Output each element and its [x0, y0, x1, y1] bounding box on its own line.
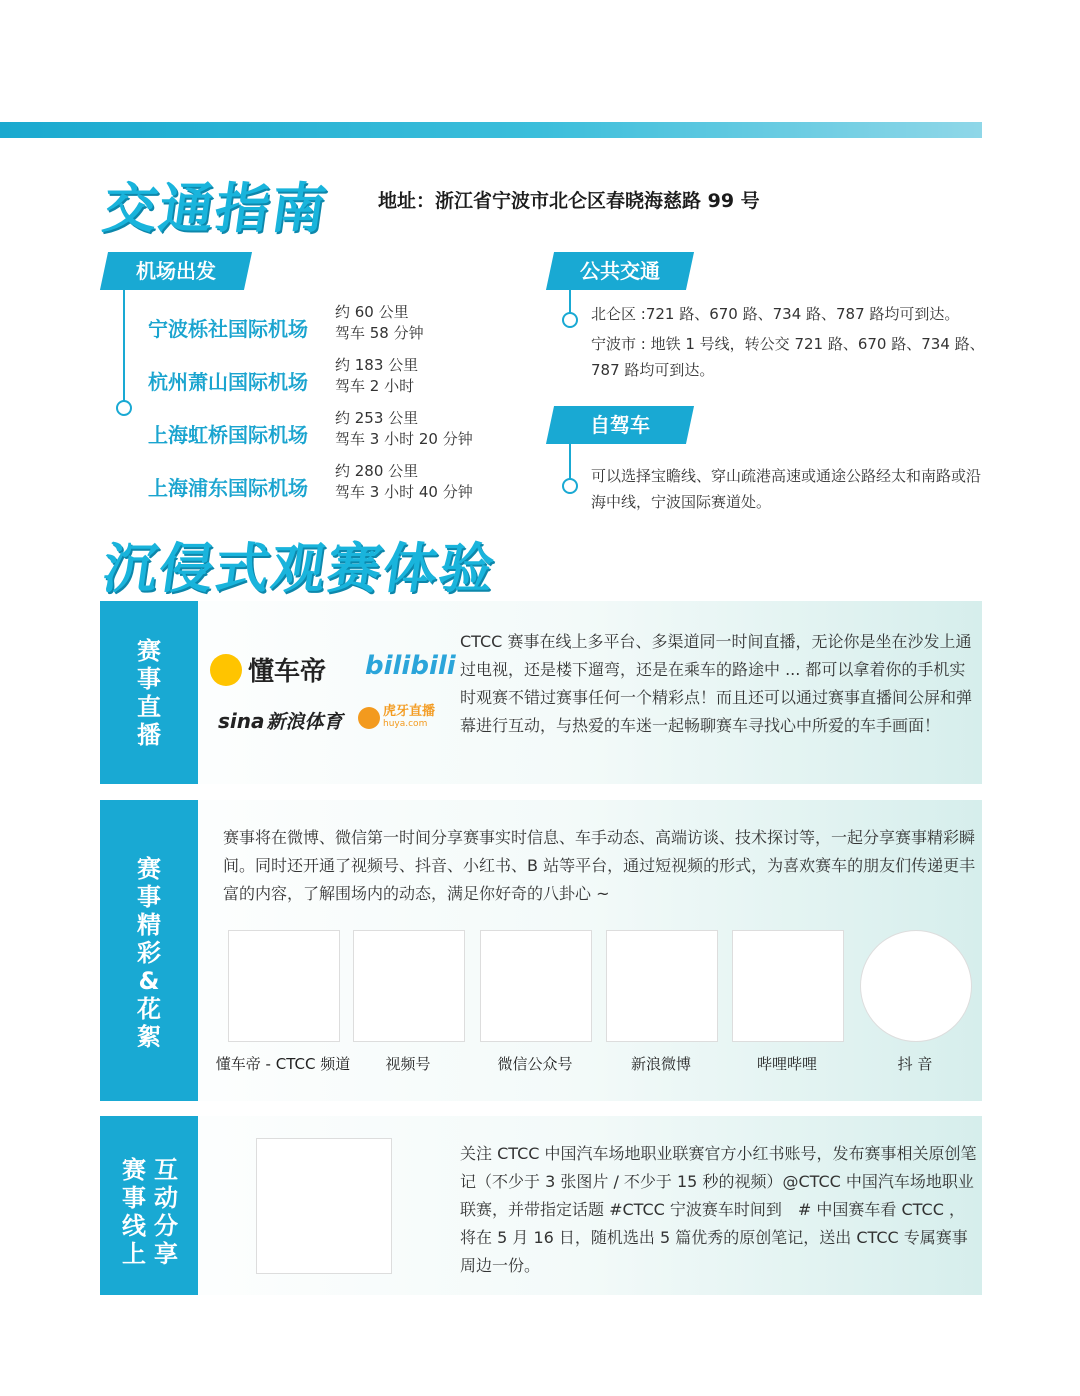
highlights-panel — [100, 800, 982, 1101]
airport-drive: 驾车 58 分钟 — [335, 324, 424, 342]
qr-code[interactable] — [732, 930, 844, 1042]
qr-label: 微信公众号 — [497, 1055, 573, 1073]
airport-tag: 机场出发 — [100, 252, 252, 290]
interact-panel — [100, 1116, 982, 1295]
sina-sports-text: 新浪体育 — [266, 711, 343, 733]
public-transport-tag: 公共交通 — [546, 252, 694, 290]
airport-info — [335, 302, 424, 344]
huya-sub-text: huya.com — [383, 719, 428, 729]
airport-name: 上海虹桥国际机场 — [148, 423, 308, 447]
venue-address: 地址：浙江省宁波市北仑区春晓海慈路 99 号 — [378, 190, 760, 212]
airport-info — [335, 408, 473, 450]
self-drive-tag: 自驾车 — [546, 406, 694, 444]
dongchedi-icon — [210, 654, 242, 686]
live-side-title: 赛事直播 — [137, 637, 161, 749]
qr-label: 懂车帝 - CTCC 频道 — [215, 1055, 351, 1073]
airport-drive: 驾车 3 小时 20 分钟 — [335, 430, 473, 448]
sina-brand-text: sina — [218, 708, 265, 733]
qr-code[interactable] — [606, 930, 718, 1042]
qr-code[interactable] — [228, 930, 340, 1042]
timeline-dot — [562, 478, 578, 494]
bilibili-logo: bilibili — [365, 651, 456, 681]
interact-side-title-right: 互动分享 — [154, 1156, 178, 1268]
public-line-beilun: 北仑区 :721 路、670 路、734 路、787 路均可到达。 — [591, 305, 960, 323]
live-text: CTCC 赛事在线上多平台、多渠道同一时间直播，无论你是坐在沙发上通过电视，还是楼下遛弯，还是在乘车的路途中 ... 都可以拿着你的手机实时观赛不错过赛事任何一个精彩点！而且还可以通过赛事直播间公屏和弹幕进行互动，与热爱的车迷一起畅聊赛车寻找心中所爱的车手画面！ — [460, 632, 973, 735]
sina-sports-logo — [218, 707, 343, 734]
airport-drive: 驾车 2 小时 — [335, 377, 415, 395]
top-accent-bar — [0, 122, 982, 138]
immersive-title: 沉侵式观赛体验 — [99, 537, 500, 600]
drive-timeline — [569, 444, 571, 480]
timeline-dot — [116, 400, 132, 416]
dongchedi-logo — [210, 651, 326, 688]
live-side-band — [100, 601, 198, 784]
self-drive-text: 可以选择宝瞻线、穿山疏港高速或通途公路经太和南路或沿海中线，宁波国际赛道处。 — [591, 467, 982, 511]
airport-distance: 约 253 公里 — [335, 409, 419, 427]
traffic-title: 交通指南 — [99, 177, 332, 240]
airport-name: 杭州萧山国际机场 — [148, 370, 308, 394]
airport-name: 上海浦东国际机场 — [148, 476, 308, 500]
huya-logo — [358, 705, 435, 731]
xiaohongshu-qr-code[interactable] — [256, 1138, 392, 1274]
airport-distance: 约 183 公里 — [335, 356, 419, 374]
public-line-ningbo: 宁波市 : 地铁 1 号线，转公交 721 路、670 路、734 路、787 路均可到达。 — [591, 335, 985, 379]
airport-timeline — [123, 290, 125, 405]
timeline-dot — [562, 312, 578, 328]
live-panel — [100, 601, 982, 784]
huya-logo-text: 虎牙直播 — [383, 704, 436, 719]
huya-icon — [358, 707, 380, 729]
interact-side-band — [100, 1116, 198, 1295]
interact-side-title-left: 赛事线上 — [122, 1156, 146, 1268]
qr-label: 抖 音 — [897, 1055, 933, 1073]
qr-label: 视频号 — [385, 1055, 431, 1073]
airport-name: 宁波栎社国际机场 — [148, 317, 308, 341]
qr-code[interactable] — [353, 930, 465, 1042]
dongchedi-logo-text: 懂车帝 — [248, 657, 327, 687]
airport-info — [335, 461, 473, 503]
qr-label: 新浪微博 — [630, 1055, 691, 1073]
airport-info — [335, 355, 418, 397]
qr-code[interactable] — [480, 930, 592, 1042]
qr-label: 哔哩哔哩 — [756, 1055, 817, 1073]
highlights-side-title: 赛事精彩&花絮 — [137, 855, 161, 1051]
highlights-side-band — [100, 800, 198, 1101]
interact-text: 关注 CTCC 中国汽车场地职业联赛官方小红书账号，发布赛事相关原创笔记（不少于 3 张图片 / 不少于 15 秒的视频）@CTCC 中国汽车场地职业联赛，并带指定话题 #CTCC 宁波赛车时间到 # 中国赛车看 CTCC ，将在 5 月 16 日，随机选出 5 篇优秀的原创笔记，送出 CTCC 专属赛事周边一份。 — [460, 1144, 977, 1275]
airport-distance: 约 280 公里 — [335, 462, 419, 480]
highlights-text: 赛事将在微博、微信第一时间分享赛事实时信息、车手动态、高端访谈、技术探讨等，一起分享赛事精彩瞬间。同时还开通了视频号、抖音、小红书、B 站等平台，通过短视频的形式，为喜欢赛车的朋友们传递更丰富的内容，了解围场内的动态，满足你好奇的八卦心 ~ — [223, 828, 976, 903]
qr-code[interactable] — [860, 930, 972, 1042]
airport-drive: 驾车 3 小时 40 分钟 — [335, 483, 473, 501]
airport-distance: 约 60 公里 — [335, 303, 409, 321]
